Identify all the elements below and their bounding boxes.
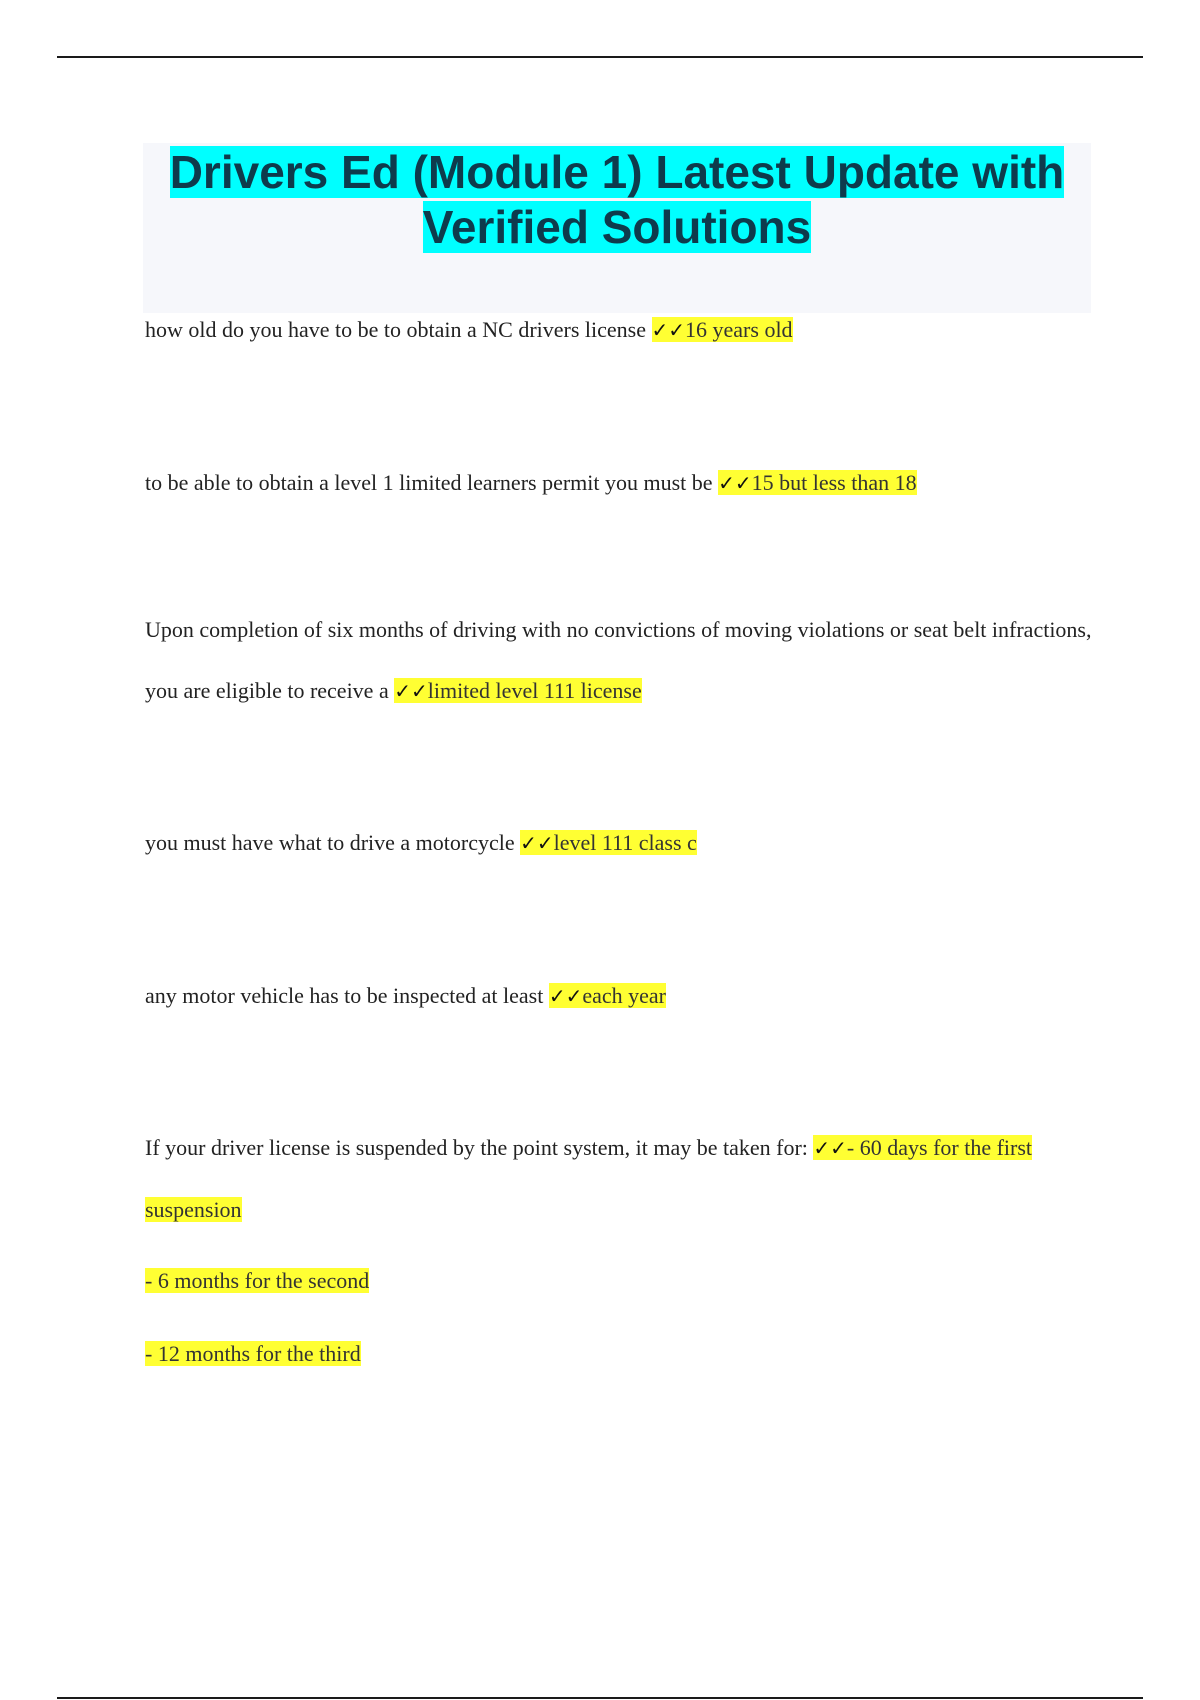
answer-highlight	[652, 317, 793, 342]
answer-text: 16 years old	[685, 317, 793, 342]
answer-highlight	[520, 830, 697, 855]
answer-text: level 111 class c	[553, 830, 697, 855]
double-check-icon: ✓✓	[718, 471, 752, 495]
double-check-icon: ✓✓	[520, 831, 554, 855]
answer-text: 15 but less than 18	[751, 470, 917, 495]
answer-highlight	[549, 983, 666, 1008]
answer-highlight	[718, 470, 917, 495]
qa-item-5	[145, 965, 1095, 1027]
double-check-icon: ✓✓	[548, 984, 583, 1008]
qa-item-6	[145, 1117, 1095, 1240]
bottom-rule	[57, 1697, 1143, 1699]
answer-text: - 60 days for the first suspension	[145, 1135, 1033, 1222]
question-text: to be able to obtain a level 1 limited learners permit you must be	[145, 470, 713, 495]
qa-item-3	[145, 599, 1095, 722]
question-text: you must have what to drive a motorcycle	[145, 830, 515, 855]
answer-continuation-1	[145, 1266, 369, 1296]
top-rule	[57, 56, 1143, 58]
double-check-icon: ✓✓	[651, 318, 686, 342]
answer-text: each year	[582, 983, 666, 1008]
answer-text: limited level 111 license	[427, 678, 642, 703]
question-text: how old do you have to be to obtain a NC drivers license	[145, 317, 647, 342]
question-text: any motor vehicle has to be inspected at least	[145, 983, 544, 1008]
question-text: Upon completion of six months of driving with no convictions of moving violations or seat belt infractions, you are eligible to receive a	[145, 617, 1092, 703]
qa-item-2	[145, 452, 1095, 514]
answer-text: - 6 months for the second	[145, 1268, 370, 1293]
document-title	[143, 145, 1091, 255]
answer-highlight	[394, 678, 642, 703]
title-line-2: Verified Solutions	[422, 201, 812, 253]
answer-text: - 12 months for the third	[145, 1341, 361, 1366]
qa-item-1	[145, 299, 1095, 361]
title-line-1: Drivers Ed (Module 1) Latest Update with	[169, 146, 1065, 198]
question-text: If your driver license is suspended by the point system, it may be taken for:	[145, 1135, 808, 1160]
answer-continuation-2	[145, 1339, 361, 1369]
double-check-icon: ✓✓	[813, 1136, 847, 1160]
qa-item-4	[145, 812, 1095, 874]
double-check-icon: ✓✓	[394, 679, 428, 703]
